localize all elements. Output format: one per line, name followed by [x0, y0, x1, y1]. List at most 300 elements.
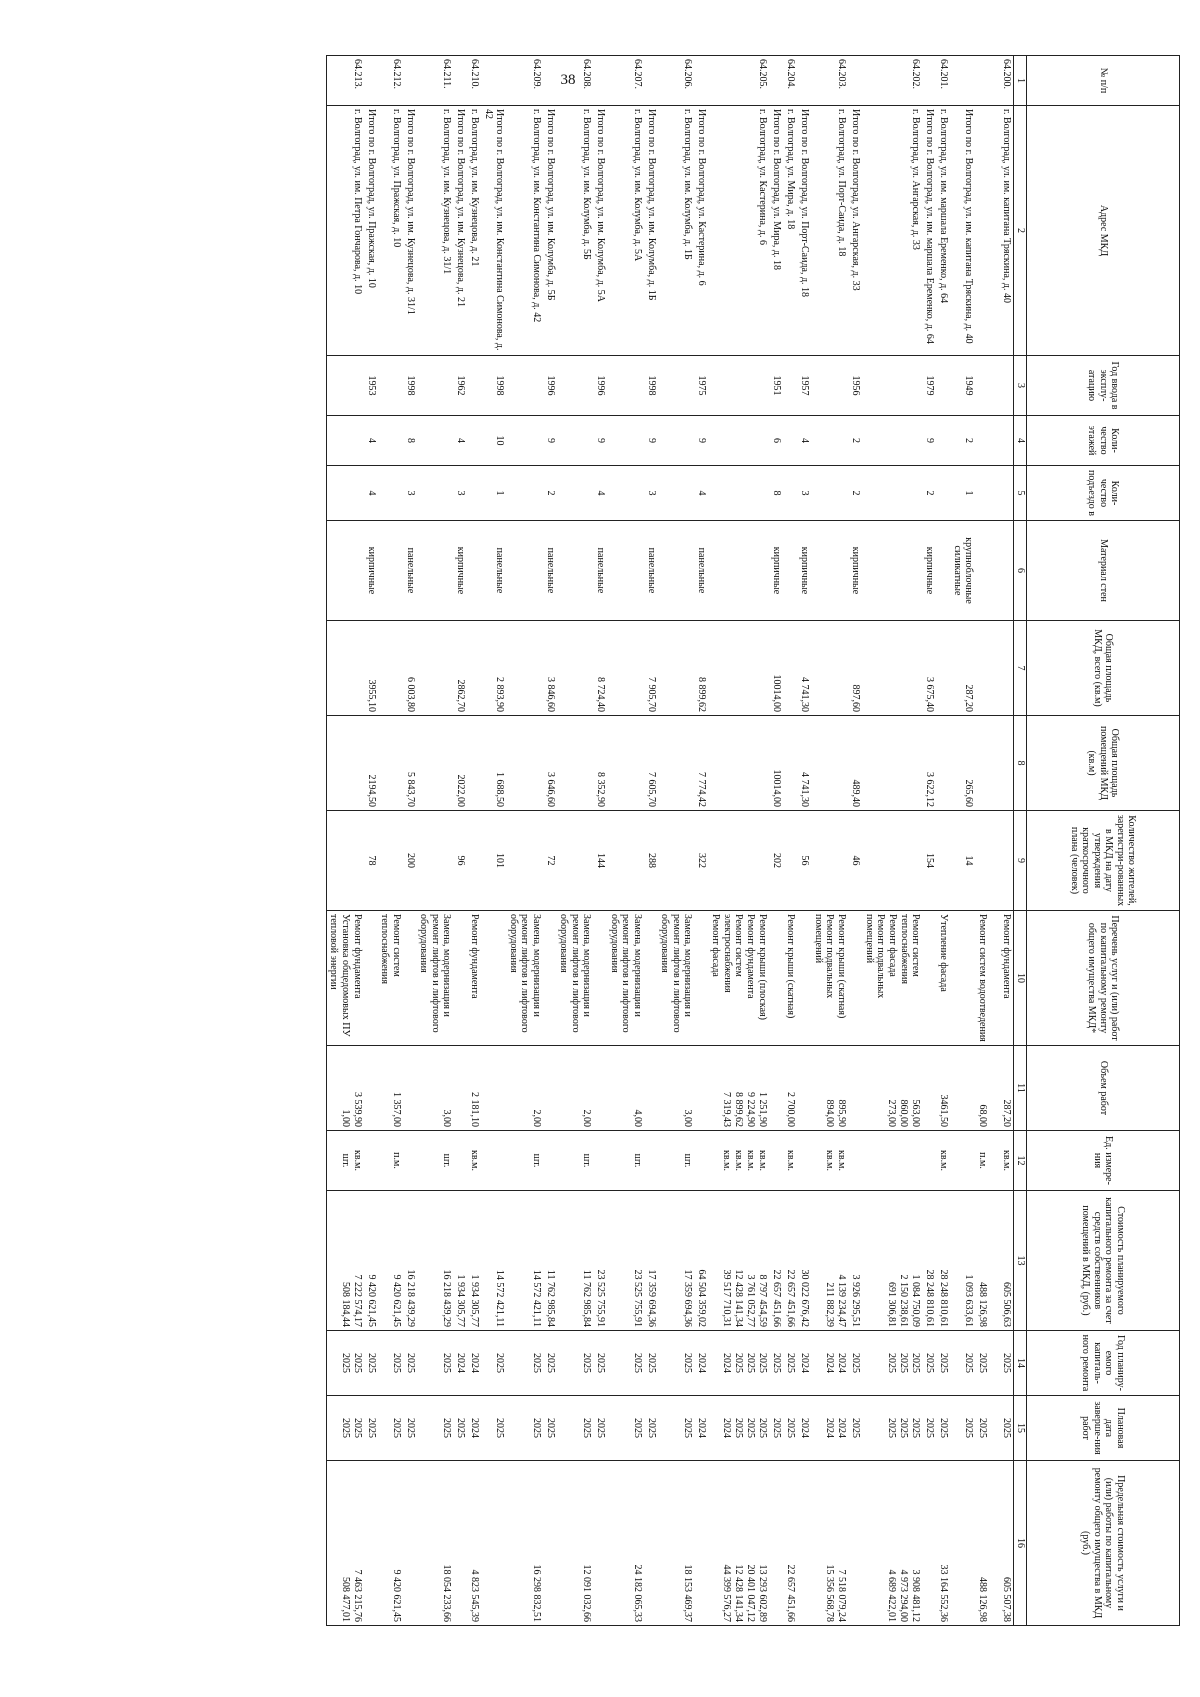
cost-line: 3 761 052,77 — [745, 1274, 757, 1327]
wall-material: панельные — [644, 521, 658, 621]
works-line — [494, 914, 506, 1042]
completion-date — [951, 1396, 976, 1461]
cost-line: 14 572 421,11 — [531, 1269, 542, 1327]
row-number — [364, 56, 378, 106]
cost-line: 488 126,98 — [977, 1282, 989, 1327]
premises-area — [709, 716, 770, 811]
completion-date-line: 2025 — [646, 1418, 657, 1438]
unit-line: кв.м. — [352, 1150, 363, 1171]
row-number: 64.207. — [608, 56, 645, 106]
works-line: Замена, модернизация и ремонт лифтов и лифтового оборудования — [508, 914, 542, 1033]
entrances: 2 — [543, 466, 557, 521]
works — [364, 911, 378, 1046]
completion-date — [798, 1396, 812, 1461]
works — [658, 911, 695, 1046]
max-cost-line: 24 182 065,33 — [632, 1564, 643, 1622]
completion-date — [608, 1396, 645, 1461]
floors — [863, 416, 923, 466]
volume-line — [771, 1049, 783, 1127]
volume — [770, 1046, 784, 1131]
max-cost — [507, 1461, 544, 1626]
cost-line: 28 248 810,61 — [938, 1269, 950, 1327]
repair-year — [812, 1331, 849, 1396]
max-cost-line: 13 293 602,89 — [757, 1564, 769, 1622]
entrances — [608, 466, 645, 521]
column-number: 7 — [1014, 621, 1027, 716]
total-area: 3 675,40 — [923, 621, 937, 716]
floors: 8 — [403, 416, 417, 466]
max-cost — [468, 1461, 482, 1626]
year-built: 1998 — [482, 356, 507, 416]
completion-date-line: 2025 — [682, 1418, 694, 1438]
year-built: 1998 — [403, 356, 417, 416]
max-cost — [923, 1461, 937, 1626]
cost-line: 8 797 454,59 — [757, 1274, 769, 1327]
volume-line: 273,00 — [886, 1099, 898, 1127]
works-line: Ремонт крыши (скатная) — [836, 914, 848, 1019]
completion-date-line: 2025 — [581, 1418, 593, 1438]
unit-line — [963, 1134, 975, 1187]
unit — [798, 1131, 812, 1191]
max-cost — [863, 1461, 923, 1626]
unit — [417, 1131, 454, 1191]
unit — [695, 1131, 709, 1191]
premises-area: 7 774,42 — [695, 716, 709, 811]
year-built — [709, 356, 770, 416]
entrances — [327, 466, 365, 521]
address: Итого по г. Волгоград, ул. им. Колумба, д. 5А — [594, 106, 608, 356]
works — [863, 911, 923, 1046]
table-row — [468, 56, 482, 1626]
entrances: 3 — [644, 466, 658, 521]
works — [937, 911, 951, 1046]
row-number — [798, 56, 812, 106]
total-area — [863, 621, 923, 716]
residents — [327, 811, 365, 911]
unit — [454, 1131, 468, 1191]
works — [543, 911, 557, 1046]
max-cost — [709, 1461, 770, 1626]
cost — [863, 1191, 923, 1331]
unit — [378, 1131, 403, 1191]
unit — [364, 1131, 378, 1191]
completion-date-line: 2025 — [352, 1418, 363, 1438]
residents — [658, 811, 695, 911]
column-number: 13 — [1014, 1191, 1027, 1331]
residents: 288 — [644, 811, 658, 911]
completion-date — [482, 1396, 507, 1461]
cost — [378, 1191, 403, 1331]
wall-material — [658, 521, 695, 621]
table-row-total — [798, 56, 812, 1626]
completion-date-line: 2025 — [455, 1418, 467, 1438]
unit-line: шт. — [441, 1153, 453, 1168]
table-row-total — [849, 56, 863, 1626]
premises-area: 1 688,50 — [482, 716, 507, 811]
works — [784, 911, 798, 1046]
total-area — [812, 621, 849, 716]
volume-line: 3461,50 — [938, 1094, 950, 1127]
cost — [454, 1191, 468, 1331]
premises-area — [507, 716, 544, 811]
address: Итого по г. Волгоград, ул. Ангарская, д. 33 — [849, 106, 863, 356]
completion-date — [976, 1396, 1015, 1461]
row-number: 64.209. — [507, 56, 544, 106]
row-number: 64.210. — [468, 56, 482, 106]
premises-area: 265,60 — [951, 716, 976, 811]
wall-material: кирпичные — [770, 521, 784, 621]
total-area: 6 003,80 — [403, 621, 417, 716]
table-row-total — [454, 56, 468, 1626]
floors: 2 — [951, 416, 976, 466]
max-cost — [658, 1461, 695, 1626]
premises-area: 3 646,60 — [543, 716, 557, 811]
completion-date — [658, 1396, 695, 1461]
address: г. Волгоград, ул. Кастерина, д. 6 — [709, 106, 770, 356]
total-area — [468, 621, 482, 716]
unit — [557, 1131, 594, 1191]
max-cost — [976, 1461, 1015, 1626]
entrances: 4 — [695, 466, 709, 521]
cost-line: 22 657 451,66 — [771, 1269, 783, 1327]
table-row-total — [644, 56, 658, 1626]
floors: 4 — [364, 416, 378, 466]
works — [923, 911, 937, 1046]
volume-line — [696, 1049, 708, 1127]
wall-material — [327, 521, 365, 621]
table-row — [863, 56, 923, 1626]
residents — [507, 811, 544, 911]
repair-year-line: 2024 — [696, 1353, 708, 1373]
total-area: 3 846,60 — [543, 621, 557, 716]
repair-year — [923, 1331, 937, 1396]
floors: 10 — [482, 416, 507, 466]
volume — [849, 1046, 863, 1131]
cost-line: 4 139 234,47 — [836, 1274, 848, 1327]
floors: 9 — [543, 416, 557, 466]
row-number: 64.203. — [812, 56, 849, 106]
year-built — [658, 356, 695, 416]
entrances: 1 — [482, 466, 507, 521]
max-cost — [594, 1461, 608, 1626]
max-cost-line: 488 126,98 — [977, 1577, 989, 1622]
works — [468, 911, 482, 1046]
cost — [976, 1191, 1015, 1331]
works — [695, 911, 709, 1046]
completion-date — [812, 1396, 849, 1461]
repair-year — [378, 1331, 403, 1396]
column-number: 1 — [1014, 56, 1027, 106]
max-cost-line: 7 463 215,76 — [352, 1569, 363, 1622]
unit — [784, 1131, 798, 1191]
cost-line: 9 420 621,45 — [366, 1274, 377, 1327]
repair-year — [403, 1331, 417, 1396]
wall-material: панельные — [594, 521, 608, 621]
wall-material: панельные — [403, 521, 417, 621]
volume — [863, 1046, 923, 1131]
entrances: 8 — [770, 466, 784, 521]
unit — [951, 1131, 976, 1191]
works-line: Утепление фасада — [938, 914, 950, 992]
residents — [417, 811, 454, 911]
cost — [557, 1191, 594, 1331]
completion-date — [543, 1396, 557, 1461]
unit-line — [365, 1134, 377, 1187]
completion-date-line: 2025 — [977, 1418, 989, 1438]
column-number: 10 — [1014, 911, 1027, 1046]
volume — [468, 1046, 482, 1131]
repair-year-line: 2025 — [545, 1353, 556, 1373]
premises-area — [784, 716, 798, 811]
wall-material: кирпичные — [364, 521, 378, 621]
unit-line: кв.м. — [938, 1150, 950, 1171]
cost-line: 28 248 810,61 — [924, 1269, 936, 1327]
column-header: Стоимость планируемого капитального ремонта за счет средств собственников помещений в МКД, (руб.) — [1027, 1191, 1180, 1331]
entrances — [417, 466, 454, 521]
unit — [658, 1131, 695, 1191]
year-built: 1949 — [951, 356, 976, 416]
max-cost-line: 4 689 422,01 — [886, 1569, 898, 1622]
unit-line: п.м. — [391, 1152, 402, 1169]
premises-area: 5 843,70 — [403, 716, 417, 811]
max-cost-line: 4 823 545,39 — [469, 1569, 481, 1622]
premises-area: 2194,50 — [364, 716, 378, 811]
repair-year-line: 2025 — [924, 1353, 936, 1373]
cost-line: 22 657 451,66 — [785, 1269, 797, 1327]
year-built: 1996 — [594, 356, 608, 416]
cost — [327, 1191, 365, 1331]
volume — [417, 1046, 454, 1131]
works-line: Ремонт фундамента — [745, 914, 757, 999]
max-cost-line — [799, 1464, 811, 1622]
year-built — [976, 356, 1015, 416]
cost — [695, 1191, 709, 1331]
completion-date-line: 2024 — [469, 1418, 481, 1438]
max-cost-line: 12 091 032,66 — [581, 1564, 593, 1622]
premises-area: 489,40 — [849, 716, 863, 811]
column-header: Коли-чество подъездо в — [1027, 466, 1180, 521]
address: Итого по г. Волгоград, ул. им. маршала Еременко, д. 64 — [923, 106, 937, 356]
volume-line: 7 319,43 — [721, 1092, 733, 1127]
volume-line: 2 700,00 — [785, 1092, 797, 1127]
residents: 72 — [543, 811, 557, 911]
cost-line: 12 428 141,34 — [733, 1269, 745, 1327]
completion-date — [378, 1396, 403, 1461]
completion-date-line: 2025 — [494, 1418, 506, 1438]
volume-line: 287,20 — [1001, 1099, 1013, 1127]
cost-line: 11 762 985,84 — [581, 1269, 593, 1327]
floors — [784, 416, 798, 466]
completion-date-line: 2025 — [886, 1418, 898, 1438]
max-cost-line: 22 657 451,66 — [785, 1564, 797, 1622]
max-cost-line — [771, 1464, 783, 1622]
residents: 322 — [695, 811, 709, 911]
cost-line: 11 762 985,84 — [545, 1269, 556, 1327]
repair-year — [507, 1331, 544, 1396]
entrances — [468, 466, 482, 521]
volume-line: 1,00 — [340, 1109, 351, 1127]
works-line — [365, 914, 377, 1042]
repair-year — [695, 1331, 709, 1396]
table-row — [812, 56, 849, 1626]
volume — [812, 1046, 849, 1131]
table-row — [557, 56, 594, 1626]
works-line: Ремонт крыши (плоская) — [757, 914, 769, 1020]
table-row — [658, 56, 695, 1626]
residents — [937, 811, 951, 911]
repair-year-line: 2025 — [963, 1353, 975, 1373]
table-row-total — [695, 56, 709, 1626]
residents — [608, 811, 645, 911]
column-number: 2 — [1014, 106, 1027, 356]
repair-year-line — [989, 1334, 1001, 1392]
unit-line: п.м. — [977, 1152, 989, 1169]
year-built — [608, 356, 645, 416]
max-cost-line: 18 054 233,66 — [441, 1564, 453, 1622]
page-number: 38 — [560, 72, 576, 88]
floors — [937, 416, 951, 466]
premises-area — [327, 716, 365, 811]
max-cost — [812, 1461, 849, 1626]
works-line: Ремонт фундамента — [352, 914, 363, 999]
max-cost — [327, 1461, 365, 1626]
entrances — [812, 466, 849, 521]
year-built — [468, 356, 482, 416]
unit-line: кв.м. — [785, 1150, 797, 1171]
works-line — [404, 914, 416, 1042]
repair-year — [849, 1331, 863, 1396]
unit — [937, 1131, 951, 1191]
completion-date-line: 2024 — [799, 1418, 811, 1438]
cost — [770, 1191, 784, 1331]
works-line: Ремонт фасада — [887, 914, 899, 977]
cost-line: 30 022 676,42 — [799, 1269, 811, 1327]
repair-year-line: 2025 — [391, 1353, 402, 1373]
max-cost — [784, 1461, 798, 1626]
works — [798, 911, 812, 1046]
volume — [454, 1046, 468, 1131]
max-cost-line — [595, 1464, 607, 1622]
wall-material — [378, 521, 403, 621]
repair-year-line: 2024 — [455, 1353, 467, 1373]
volume — [784, 1046, 798, 1131]
cost — [937, 1191, 951, 1331]
table-row-total — [543, 56, 557, 1626]
max-cost-line — [494, 1464, 506, 1622]
cost-line: 23 525 755,91 — [595, 1269, 607, 1327]
max-cost-line — [544, 1464, 556, 1622]
volume — [923, 1046, 937, 1131]
column-number: 11 — [1014, 1046, 1027, 1131]
unit-line: кв.м. — [469, 1150, 481, 1171]
premises-area — [557, 716, 594, 811]
column-header: № п/п — [1027, 56, 1180, 106]
works-line: Ремонт систем теплоснабжения — [379, 914, 402, 984]
floors: 6 — [770, 416, 784, 466]
cost-line: 2 150 238,61 — [898, 1274, 910, 1327]
volume — [327, 1046, 365, 1131]
year-built: 1956 — [849, 356, 863, 416]
max-cost-line: 605 507,38 — [1001, 1577, 1013, 1622]
completion-date-line: 2025 — [531, 1418, 542, 1438]
floors — [417, 416, 454, 466]
column-header: Материал стен — [1027, 521, 1180, 621]
completion-date-line: 2024 — [721, 1418, 733, 1438]
works — [482, 911, 507, 1046]
max-cost-line: 20 401 047,12 — [745, 1564, 757, 1622]
premises-area — [658, 716, 695, 811]
table-row-total — [770, 56, 784, 1626]
works-line: Ремонт фундамента — [469, 914, 481, 999]
repair-year — [543, 1331, 557, 1396]
cost — [608, 1191, 645, 1331]
works-line: Замена, модернизация и ремонт лифтов и лифтового оборудования — [558, 914, 593, 1033]
floors: 9 — [923, 416, 937, 466]
column-header: Общая площадь помещений МКД (кв.м) — [1027, 716, 1180, 811]
column-header: Объем работ — [1027, 1046, 1180, 1131]
cost — [403, 1191, 417, 1331]
entrances — [937, 466, 951, 521]
cost — [658, 1191, 695, 1331]
row-number — [695, 56, 709, 106]
volume — [709, 1046, 770, 1131]
entrances: 4 — [364, 466, 378, 521]
total-area: 897,60 — [849, 621, 863, 716]
completion-date — [709, 1396, 770, 1461]
volume — [378, 1046, 403, 1131]
repair-year-line: 2025 — [682, 1353, 694, 1373]
wall-material: панельные — [482, 521, 507, 621]
row-number — [403, 56, 417, 106]
cost-line: 1 084 750,09 — [910, 1274, 922, 1327]
volume — [557, 1046, 594, 1131]
repair-year-line: 2025 — [785, 1353, 797, 1373]
repair-year — [454, 1331, 468, 1396]
cost-line: 605 506,63 — [1001, 1282, 1013, 1327]
unit — [923, 1131, 937, 1191]
address: г. Волгоград, ул. им. Колумба, д. 5А — [608, 106, 645, 356]
max-cost — [798, 1461, 812, 1626]
completion-date-line — [989, 1399, 1001, 1457]
residents: 101 — [482, 811, 507, 911]
residents — [863, 811, 923, 911]
max-cost-line: 3 908 481,12 — [910, 1569, 922, 1622]
cost — [812, 1191, 849, 1331]
table-row — [327, 56, 365, 1626]
volume-line — [595, 1049, 607, 1127]
cost-line: 16 218 439,29 — [441, 1269, 453, 1327]
cost-line: 1 934 305,77 — [455, 1274, 467, 1327]
entrances: 4 — [594, 466, 608, 521]
max-cost-line — [924, 1464, 936, 1622]
address: г. Волгоград, ул. им. маршала Еременко, д. 64 — [937, 106, 951, 356]
completion-date — [784, 1396, 798, 1461]
volume — [608, 1046, 645, 1131]
works — [378, 911, 403, 1046]
year-built — [784, 356, 798, 416]
table-row — [976, 56, 1015, 1626]
table-row-total — [951, 56, 976, 1626]
cost — [543, 1191, 557, 1331]
max-cost-line — [696, 1464, 708, 1622]
address: Итого по г. Волгоград, ул. Пражская, д. 10 — [364, 106, 378, 356]
address: г. Волгоград, ул. им. капитана Тряскина, д. 40 — [976, 106, 1015, 356]
volume-line — [645, 1049, 657, 1127]
repair-year — [364, 1331, 378, 1396]
volume — [658, 1046, 695, 1131]
unit — [863, 1131, 923, 1191]
volume-line: 860,00 — [898, 1099, 910, 1127]
